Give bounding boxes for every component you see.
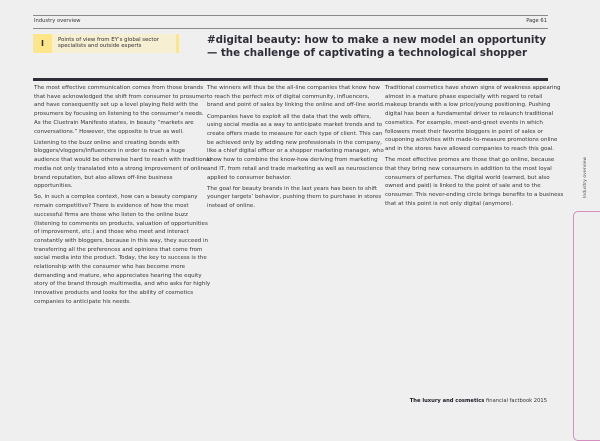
callout-badge: I xyxy=(33,34,52,53)
footer-bold: The luxury and cosmetics xyxy=(409,398,485,404)
footer-rest: financial factbook 2015 xyxy=(484,398,547,404)
column-1 xyxy=(34,84,212,309)
article-title: #digital beauty: how to make a new model an opportunity — the challenge of captivating a technological shopper xyxy=(207,34,547,59)
paragraph: Listening to the buzz online and creating bonds with bloggers/vloggers/influencers in order to reach a huge audience that would be otherwise hard to reach with traditional media not only translated into a strong improvement of online brand reputation, but also allows off-line business opportunities. xyxy=(34,139,212,190)
column-2 xyxy=(207,84,385,213)
paragraph: The winners will thus be the all-line companies that know how to reach the perfect mix of digital community, influencers, brand and point of sales by linking the online and off-line world. xyxy=(207,85,385,109)
callout-text: Points of view from EY’s global sector specialists and outside experts xyxy=(58,37,160,50)
top-rule xyxy=(33,15,548,16)
footer xyxy=(410,398,547,404)
side-tab-label[interactable]: Industry overview xyxy=(583,156,588,198)
paragraph: Companies have to exploit all the data that the web offers, using social media as a way to anticipate market trends and to create offers made to measure for each type of client. This can be achieved only by adding new professionals in the company, like a chief digital officer or a shopper marketing manager, who know how to combine the know-how deriving from marketing and IT, from retail and trade marketing as well as neuroscience applied to consumer behavior. xyxy=(207,113,384,181)
paragraph: Traditional cosmetics have shown signs of weakness appearing almost in a mature phase especially with regard to retail makeup brands with a low price/young positioning. Pushing digital has been a fundamental driver to relaunch traditional cosmetics. For example, meet-and-greet events in which followers meet their favorite bloggers in point of sales or couponing activities with made-to-measure promotions online and in the stores have allowed companies to reach this goal. xyxy=(385,85,561,152)
column-3 xyxy=(385,84,565,211)
title-divider xyxy=(33,78,548,81)
page-number: Page 61 xyxy=(526,18,547,24)
paragraph: So, in such a complex context, how can a beauty company remain competitive? There is evidence of how the most successful firms are those who listen to the online buzz (listening to comments on products, valuation of opportunities of improvement, etc.) and those who meet and interact constantly with bloggers, because in this way, they succeed in transferring all the preferences and opinions that come from social media into the product. Today, the key to success is the relationship with the consumer who has become more demanding and mature, who appreciates hearing the equity story of the brand through multimedia, and who asks for highly innovative products and looks for the ability of cosmetics companies to anticipate his needs. xyxy=(34,194,211,305)
section-label: Industry overview xyxy=(34,18,81,24)
header-rule xyxy=(33,28,548,29)
points-of-view-callout xyxy=(33,34,179,53)
paragraph: The most effective promos are those that go online, because that they bring new consumers in addition to the most loyal consumers of perfumes. The digital world (earned, but also owned and paid) is linked to the point of sale and to the consumer. This never-ending circle brings benefits to a business that at this point is not only digital (anymore). xyxy=(385,157,564,207)
paragraph: The most effective communication comes from those brands that have acknowledged the shift from consumer to prosumer and have consequently set up a level playing field with the prosumers by focusing on listening to the consumer’s needs. As the Cluetrain Manifesto states, in beauty “markets are conversations.” However, the opposite is true as well. xyxy=(34,85,207,135)
side-tab[interactable] xyxy=(573,211,600,441)
paragraph: The goal for beauty brands in the last years has been to shift younger targets’ behavior, pushing them to purchase in stores instead of online. xyxy=(207,185,382,210)
